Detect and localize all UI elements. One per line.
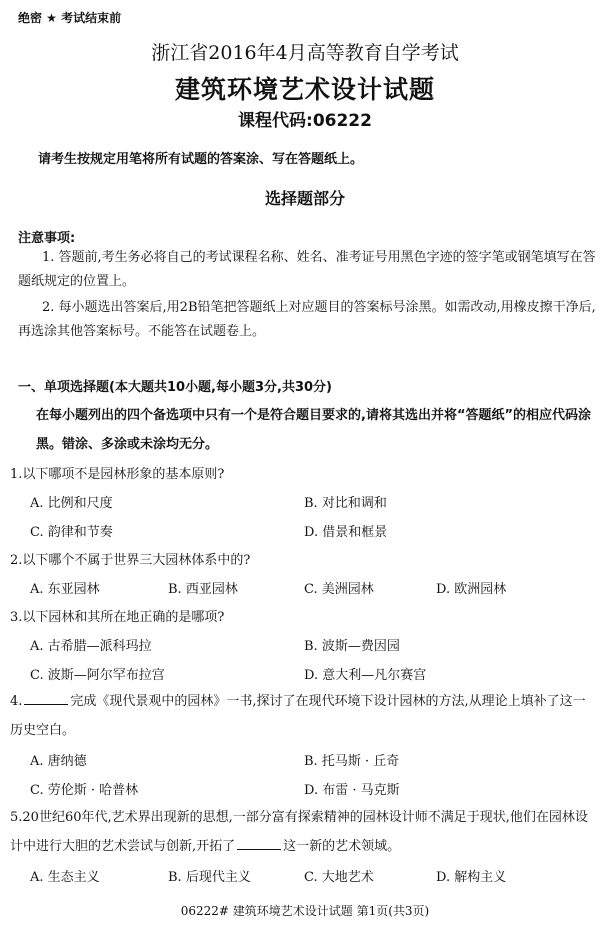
question-stem [10, 687, 596, 745]
answer-instruction: 请考生按规定用笔将所有试题的答案涂、写在答题纸上。 [38, 152, 364, 167]
option-a: A. 唐纳德 [30, 754, 87, 769]
option-b: B. 西亚园林 [168, 582, 238, 597]
notice-item: 1. 答题前,考生务必将自己的考试课程名称、姓名、准考证号用黑色字迹的签字笔或钢笔填写在答题纸规定的位置上。 [18, 250, 596, 289]
question-text-end: 这一新的艺术领域。 [283, 839, 401, 854]
question-stem [10, 803, 596, 861]
part-title: 选择题部分 [264, 189, 345, 208]
option-c: C. 波斯—阿尔罕布拉宫 [30, 668, 165, 683]
question-stem: 3.以下园林和其所在地正确的是哪项? [10, 610, 225, 625]
option-d: D. 布雷 · 马克斯 [304, 783, 400, 798]
course-code: 课程代码:06222 [238, 111, 372, 131]
notice-item: 2. 每小题选出答案后,用2B铅笔把答题纸上对应题目的答案标号涂黑。如需改动,用橡皮擦干净后,再选涂其他答案标号。不能答在试题卷上。 [18, 300, 596, 339]
option-a: A. 生态主义 [30, 870, 100, 885]
secret-label: 绝密 ★ 考试结束前 [18, 11, 122, 25]
option-c: C. 韵律和节奏 [30, 525, 113, 540]
option-d: D. 欧洲园林 [436, 582, 507, 597]
option-d: D. 意大利—凡尔赛宫 [304, 668, 427, 683]
option-b: B. 托马斯 · 丘奇 [304, 754, 400, 769]
option-d: D. 借景和框景 [304, 525, 388, 540]
option-b: B. 后现代主义 [168, 870, 251, 885]
option-a: A. 东亚园林 [30, 582, 100, 597]
option-a: A. 古希腊—派科玛拉 [30, 639, 152, 654]
option-c: C. 劳伦斯 · 哈普林 [30, 783, 139, 798]
page-footer: 06222# 建筑环境艺术设计试题 第1页(共3页) [180, 904, 430, 918]
option-b: B. 波斯—费因园 [304, 639, 400, 654]
notice-title: 注意事项: [18, 231, 76, 246]
answer-blank [237, 837, 281, 850]
question-text: 5.20世纪60年代,艺术界出现新的思想,一部分富有探索精神的园林设计师不满足于现状,他们在园林设计中进行大胆的艺术尝试与创新,开拓了 [10, 810, 588, 854]
exam-title: 浙江省2016年4月高等教育自学考试 [151, 42, 459, 64]
question-number: 4. [10, 694, 23, 709]
option-c: C. 大地艺术 [304, 870, 374, 885]
question-stem: 1.以下哪项不是园林形象的基本原则? [10, 467, 225, 482]
subject-title: 建筑环境艺术设计试题 [174, 75, 435, 104]
answer-blank [24, 692, 68, 705]
option-d: D. 解构主义 [436, 870, 507, 885]
option-a: A. 比例和尺度 [30, 496, 113, 511]
question-text: 完成《现代景观中的园林》一书,探讨了在现代环境下设计园林的方法,从理论上填补了这一历史空白。 [10, 694, 586, 738]
question-stem: 2.以下哪个不属于世界三大园林体系中的? [10, 553, 251, 568]
section-heading: 一、单项选择题(本大题共10小题,每小题3分,共30分) [18, 380, 332, 395]
option-b: B. 对比和调和 [304, 496, 387, 511]
option-c: C. 美洲园林 [304, 582, 374, 597]
section-description: 在每小题列出的四个备选项中只有一个是符合题目要求的,请将其选出并将“答题纸”的相应代码涂黑。错涂、多涂或未涂均无分。 [36, 408, 592, 452]
